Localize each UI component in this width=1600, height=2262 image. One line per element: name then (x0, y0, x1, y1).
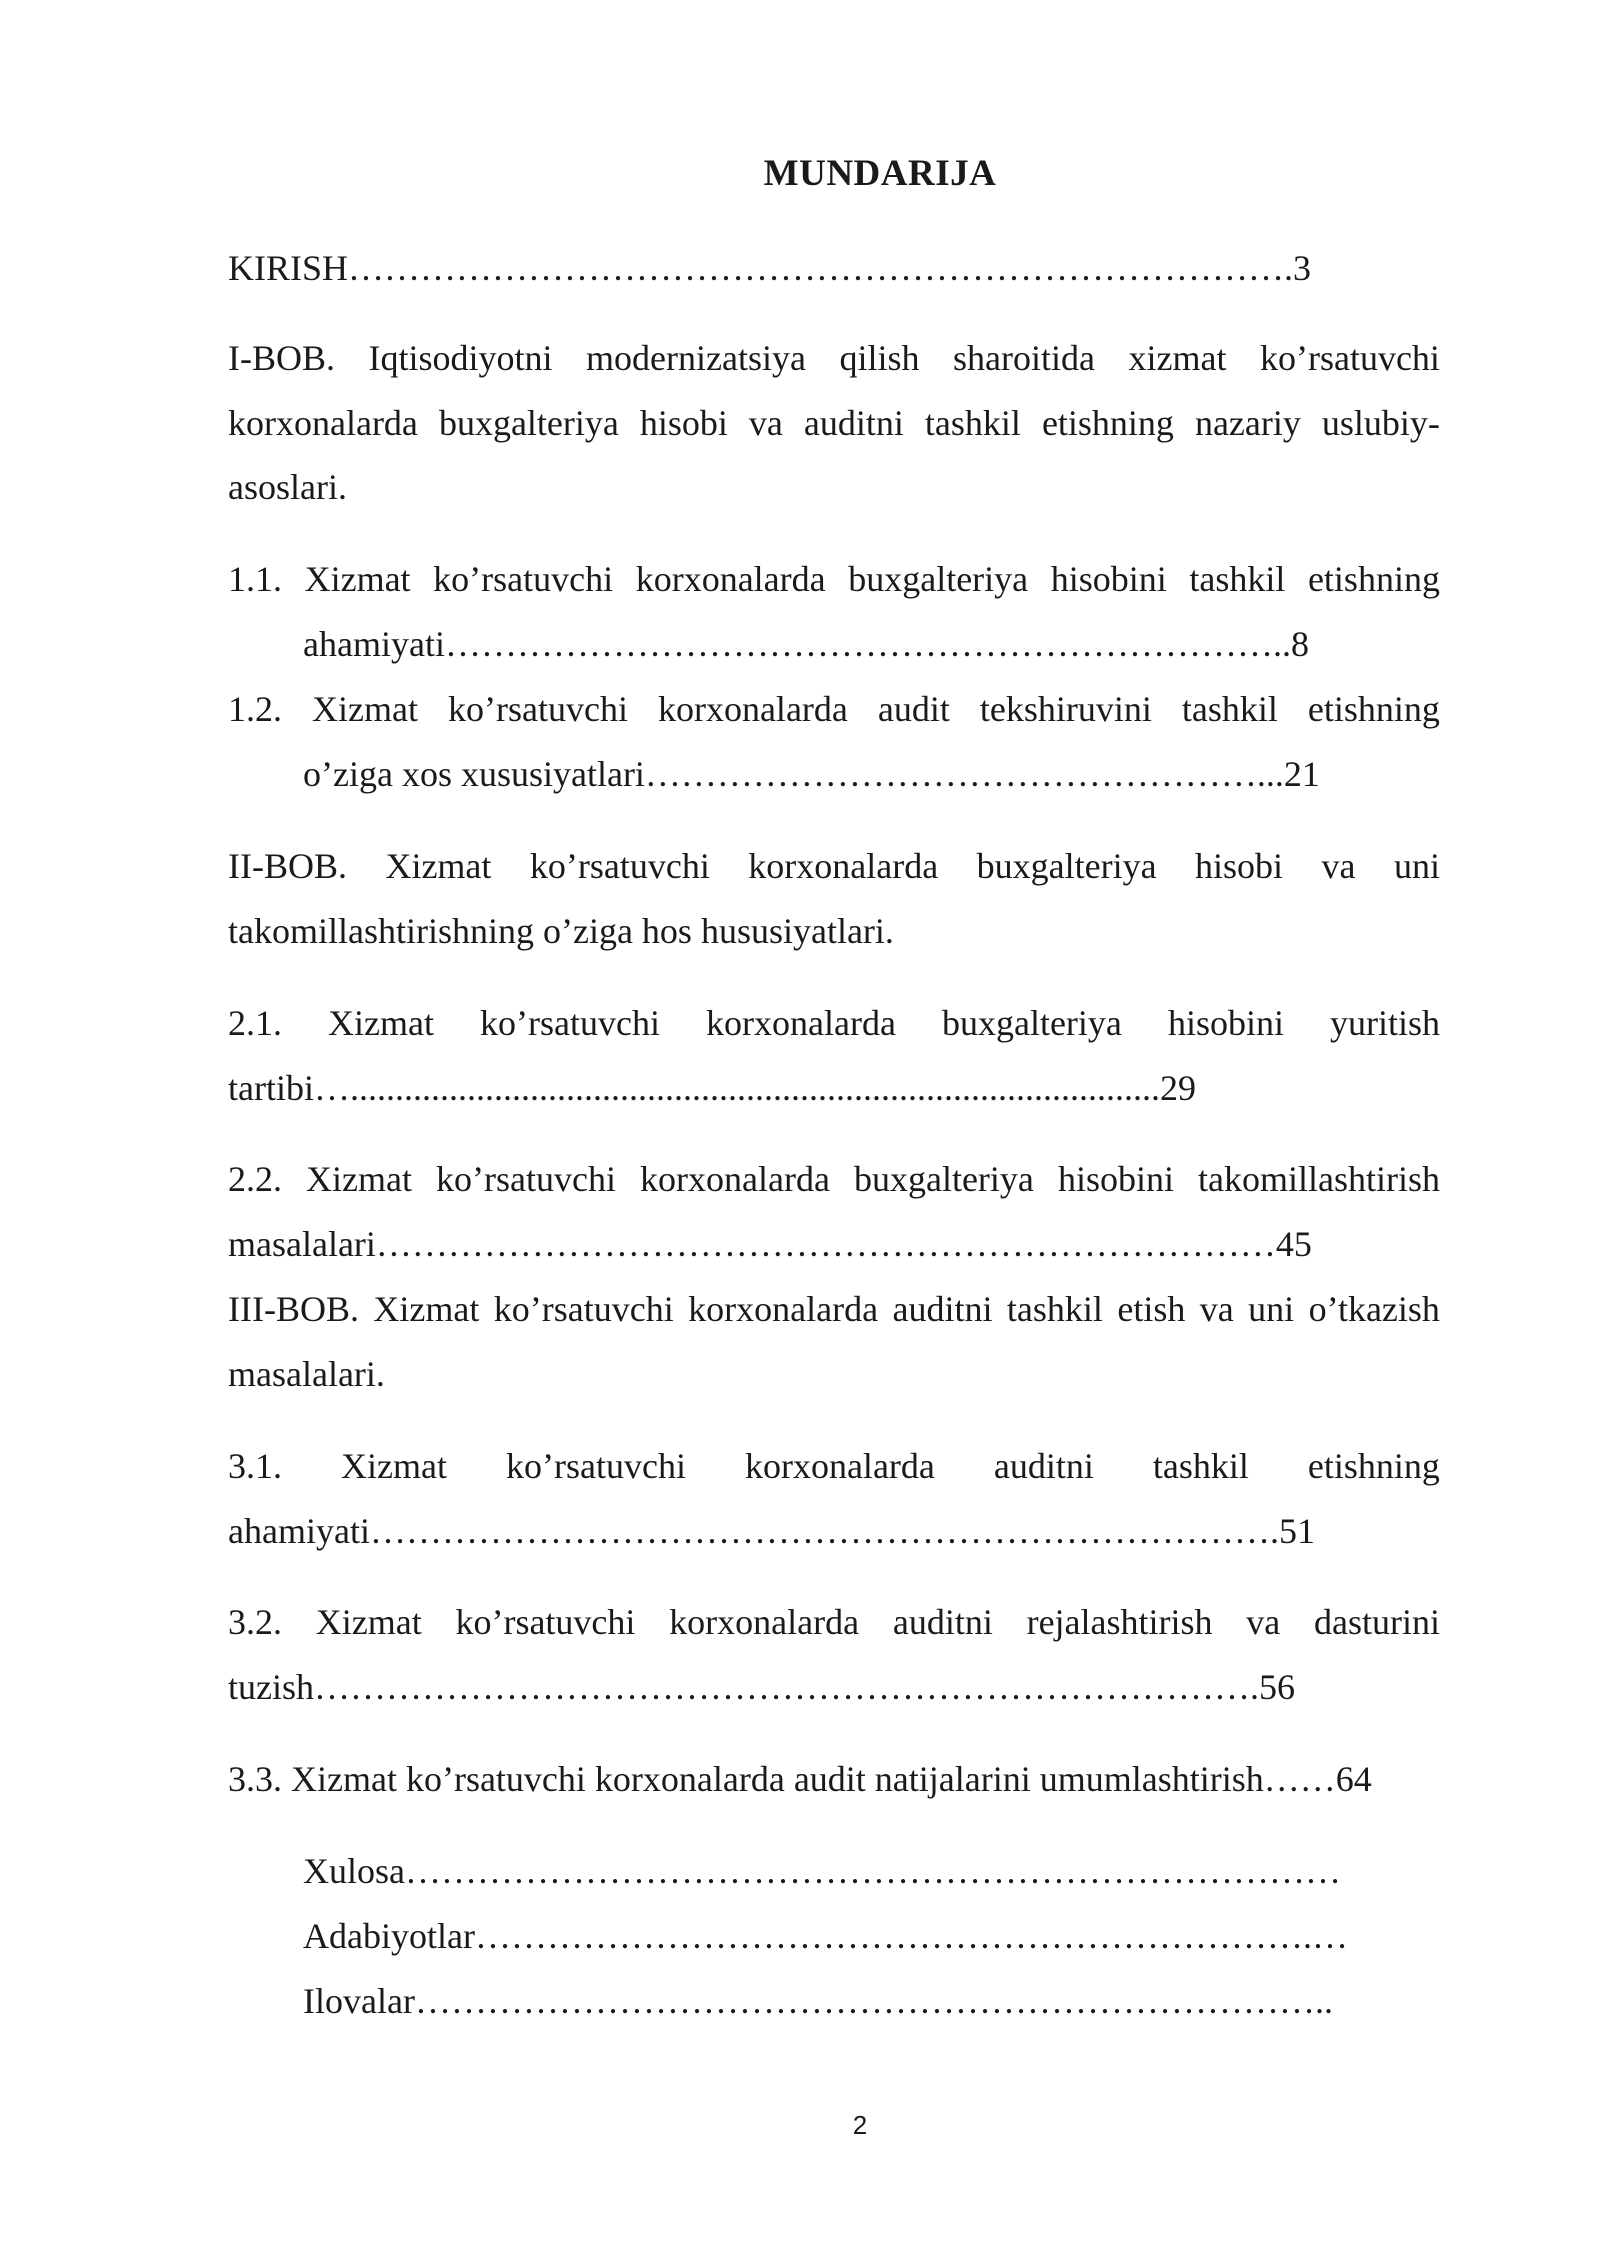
toc-section-2-1-line-1 (228, 1005, 1440, 1041)
toc-word: etish (1117, 1289, 1186, 1329)
toc-word: buxgalteriya (853, 1159, 1034, 1199)
toc-section-1-2-line-1 (228, 691, 1440, 727)
toc-word: auditni (993, 1446, 1094, 1486)
toc-word: tekshiruvini (979, 689, 1152, 729)
toc-word: uni (1393, 846, 1440, 886)
toc-word: audit (877, 689, 950, 729)
toc-word: etishning (1041, 403, 1174, 443)
toc-word: va (1321, 846, 1356, 886)
toc-word: II-BOB. (228, 846, 347, 886)
toc-section-3-3: 3.3. Xizmat ko’rsatuvchi korxonalarda audit natijalarini umumlashtirish……64 (228, 1759, 1372, 1799)
toc-chapter-3-line-2: masalalari. (228, 1354, 385, 1394)
toc-word: korxonalarda (635, 559, 826, 599)
toc-word: tashkil (1152, 1446, 1249, 1486)
toc-word: va (1199, 1289, 1234, 1329)
toc-chapter-2-line-1 (228, 848, 1440, 884)
toc-section-3-1-line-2: ahamiyati………………………………………………………………….51 (228, 1511, 1315, 1551)
toc-word: korxonalarda (669, 1602, 860, 1642)
toc-entry-ilovalar: Ilovalar………………………………………………………………….. (303, 1981, 1333, 2021)
toc-section-1-1-line-2: ahamiyati……………………………………………………………..8 (303, 624, 1309, 664)
toc-word: 3.1. (228, 1446, 282, 1486)
toc-entry-adabiyotlar: Adabiyotlar…………………………………………………………….… (303, 1916, 1348, 1956)
toc-word: ko’rsatuvchi (506, 1446, 686, 1486)
toc-word: nazariy (1194, 403, 1301, 443)
toc-word: korxonalarda (657, 689, 848, 729)
toc-word: III-BOB. (228, 1289, 359, 1329)
toc-word: va (1246, 1602, 1281, 1642)
toc-word: rejalashtirish (1026, 1602, 1213, 1642)
toc-word: buxgalteriya (941, 1003, 1122, 1043)
toc-section-2-2-line-2: masalalari…………………………………………………………………45 (228, 1224, 1312, 1264)
toc-word: xizmat (1128, 338, 1227, 378)
toc-word: o’tkazish (1308, 1289, 1440, 1329)
toc-word: hisobini (1167, 1003, 1284, 1043)
toc-word: tashkil (1006, 1289, 1103, 1329)
toc-word: auditni (892, 1289, 993, 1329)
toc-chapter-1-line-1 (228, 340, 1440, 376)
toc-word: etishning (1307, 559, 1440, 599)
toc-word: korxonalarda (706, 1003, 896, 1043)
toc-word: 3.2. (228, 1602, 282, 1642)
toc-word: Iqtisodiyotni (368, 338, 553, 378)
toc-word: korxonalarda (228, 403, 418, 443)
toc-word: ko’rsatuvchi (1259, 338, 1440, 378)
toc-word: Xizmat (304, 559, 411, 599)
toc-word: ko’rsatuvchi (480, 1003, 660, 1043)
toc-word: 2.2. (228, 1159, 282, 1199)
toc-chapter-1-line-3: asoslari. (228, 467, 347, 507)
toc-word: hisobi (1195, 846, 1284, 886)
toc-chapter-2-line-2: takomillashtirishning o’ziga hos hususiyatlari. (228, 911, 894, 951)
toc-word: auditni (803, 403, 904, 443)
toc-section-3-2-line-2: tuzish…………………………………………………………………….56 (228, 1667, 1295, 1707)
toc-word: ko’rsatuvchi (433, 559, 614, 599)
toc-word: korxonalarda (640, 1159, 830, 1199)
toc-section-1-1-line-1 (228, 561, 1440, 597)
toc-word: ko’rsatuvchi (448, 689, 628, 729)
toc-word: ko’rsatuvchi (455, 1602, 636, 1642)
toc-word: tashkil (924, 403, 1021, 443)
toc-word: dasturini (1314, 1602, 1440, 1642)
toc-section-3-2-line-1 (228, 1604, 1440, 1640)
toc-word: uslubiy- (1321, 403, 1440, 443)
toc-word: ko’rsatuvchi (529, 846, 710, 886)
toc-word: Xizmat (306, 1159, 412, 1199)
toc-word: qilish (839, 338, 920, 378)
toc-word: buxgalteriya (976, 846, 1157, 886)
page-number: 2 (852, 2110, 868, 2140)
toc-word: I-BOB. (228, 338, 335, 378)
toc-word: uni (1248, 1289, 1295, 1329)
toc-word: modernizatsiya (586, 338, 806, 378)
toc-word: hisobini (1050, 559, 1167, 599)
toc-word: 1.1. (228, 559, 282, 599)
toc-word: yuritish (1329, 1003, 1440, 1043)
toc-section-2-2-line-1 (228, 1161, 1440, 1197)
toc-word: hisobini (1057, 1159, 1174, 1199)
toc-word: takomillashtirish (1197, 1159, 1440, 1199)
toc-word: hisobi (639, 403, 728, 443)
toc-entry-kirish: KIRISH…………………………………………………………………….3 (228, 248, 1312, 288)
toc-word: ko’rsatuvchi (436, 1159, 616, 1199)
toc-entry-xulosa: Xulosa…………………………………………………………………… (303, 1851, 1341, 1891)
toc-word: tashkil (1181, 689, 1278, 729)
toc-word: etishning (1307, 689, 1440, 729)
toc-word: 2.1. (228, 1003, 282, 1043)
toc-section-1-2-line-2: o’ziga xos xususiyatlari……………………………………………...21 (303, 754, 1320, 794)
toc-word: 1.2. (228, 689, 282, 729)
toc-word: korxonalarda (744, 1446, 935, 1486)
toc-word: korxonalarda (688, 1289, 879, 1329)
page-title: MUNDARIJA (763, 153, 997, 194)
toc-word: Xizmat (385, 846, 492, 886)
toc-word: Xizmat (315, 1602, 422, 1642)
toc-section-2-1-line-2: tartibi…..........................................................................................29 (228, 1068, 1196, 1108)
toc-chapter-3-line-1 (228, 1291, 1440, 1327)
toc-word: Xizmat (312, 689, 418, 729)
toc-word: sharoitida (953, 338, 1095, 378)
toc-section-3-1-line-1 (228, 1448, 1440, 1484)
toc-word: va (748, 403, 783, 443)
toc-word: ko’rsatuvchi (493, 1289, 674, 1329)
toc-word: Xizmat (373, 1289, 480, 1329)
toc-word: korxonalarda (748, 846, 939, 886)
toc-word: Xizmat (328, 1003, 434, 1043)
toc-word: buxgalteriya (438, 403, 619, 443)
toc-word: Xizmat (341, 1446, 447, 1486)
toc-word: auditni (892, 1602, 993, 1642)
toc-word: tashkil (1189, 559, 1286, 599)
toc-chapter-1-line-2 (228, 405, 1440, 441)
toc-word: etishning (1307, 1446, 1440, 1486)
toc-word: buxgalteriya (848, 559, 1029, 599)
